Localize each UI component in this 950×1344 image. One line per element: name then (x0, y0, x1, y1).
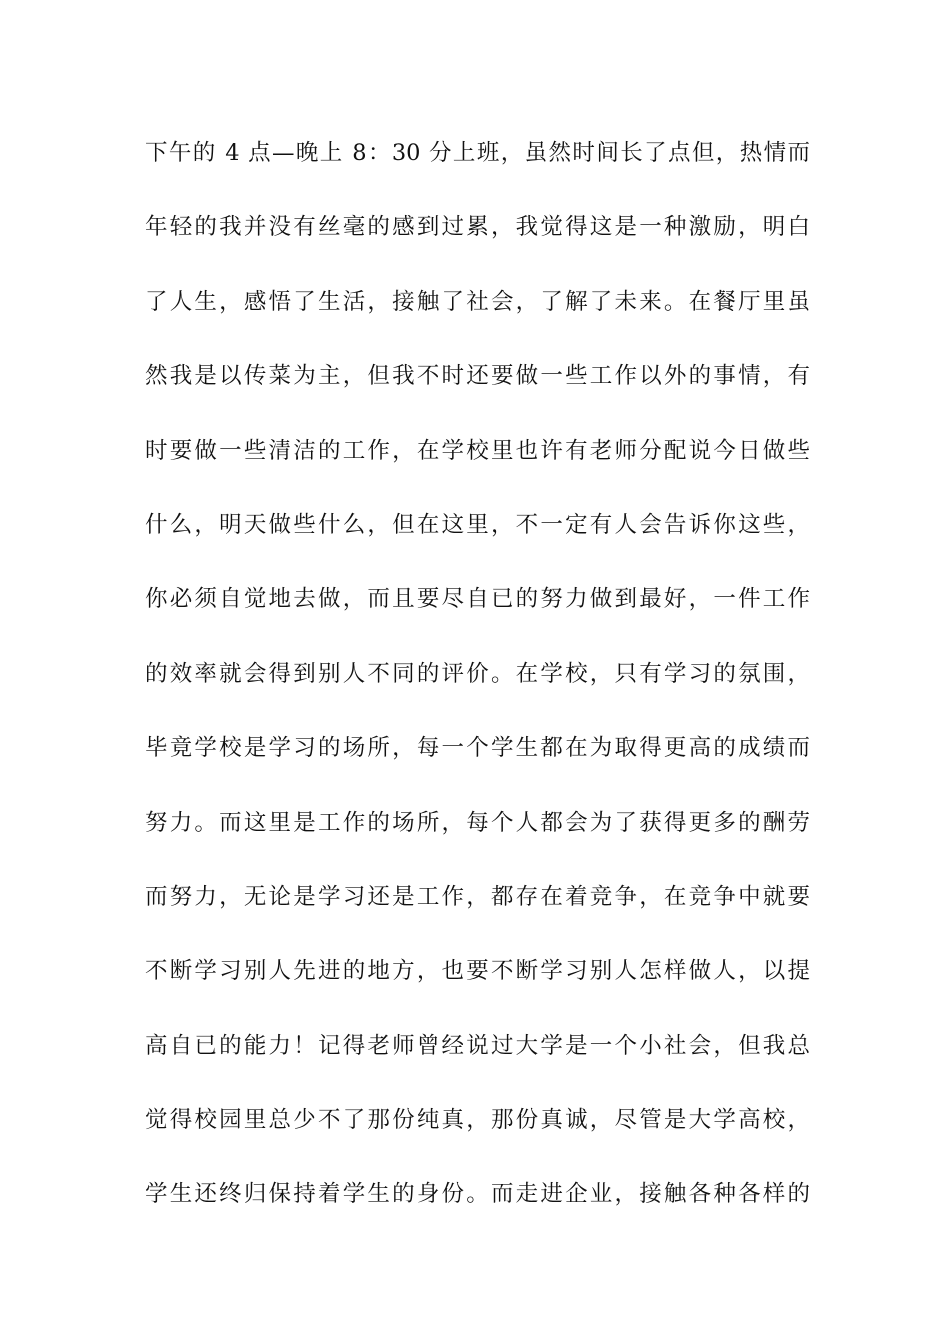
text-line: 时要做一些清洁的工作，在学校里也许有老师分配说今日做些 (145, 437, 810, 464)
text-line: 努力。而这里是工作的场所，每个人都会为了获得更多的酬劳 (145, 809, 810, 836)
text-line: 而努力，无论是学习还是工作，都存在着竞争，在竞争中就要 (145, 883, 810, 910)
text-line: 了人生，感悟了生活，接触了社会，了解了未来。在餐厅里虽 (145, 288, 810, 315)
body-text (145, 130, 810, 1246)
text-line: 然我是以传菜为主，但我不时还要做一些工作以外的事情，有 (145, 363, 810, 390)
text-line: 年轻的我并没有丝毫的感到过累，我觉得这是一种激励，明白 (145, 214, 810, 241)
text-line: 毕竟学校是学习的场所，每一个学生都在为取得更高的成绩而 (145, 735, 810, 762)
text-line: 不断学习别人先进的地方，也要不断学习别人怎样做人，以提 (145, 958, 810, 985)
text-line: 高自已的能力！记得老师曾经说过大学是一个小社会，但我总 (145, 1032, 810, 1059)
text-line: 什么，明天做些什么，但在这里，不一定有人会告诉你这些， (145, 511, 810, 538)
text-line: 的效率就会得到别人不同的评价。在学校，只有学习的氛围， (145, 660, 810, 687)
text-line: 下午的 4 点—晚上 8：30 分上班，虽然时间长了点但，热情而 (145, 140, 810, 166)
text-line: 学生还终归保持着学生的身份。而走进企业，接触各种各样的 (145, 1181, 810, 1208)
text-line: 你必须自觉地去做，而且要尽自已的努力做到最好，一件工作 (145, 586, 810, 613)
text-line: 觉得校园里总少不了那份纯真，那份真诚，尽管是大学高校， (145, 1107, 810, 1134)
